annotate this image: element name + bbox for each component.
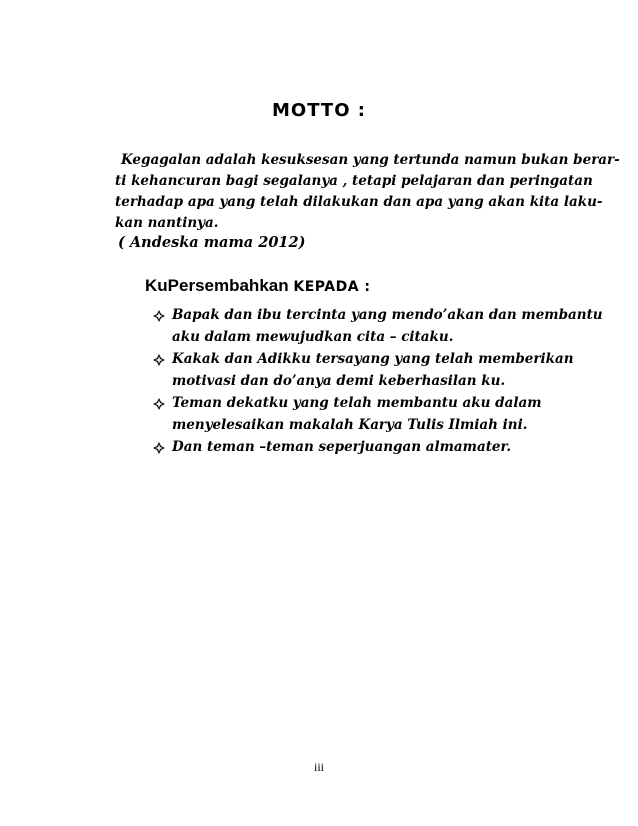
list-item: [150, 348, 574, 392]
dedication-list: [150, 304, 603, 458]
list-item: [150, 392, 570, 436]
dedication-heading-highlight: KEPADA :: [293, 279, 371, 295]
list-item-line: Dan teman –teman seperjuangan almamater.: [172, 439, 512, 455]
diamond-bullet-icon: [153, 442, 165, 454]
list-item: [150, 436, 570, 458]
motto-author: ( Andeska mama 2012): [118, 234, 306, 251]
dedication-heading: [145, 276, 371, 296]
motto-title: MOTTO :: [272, 100, 366, 121]
diamond-bullet-icon: [153, 398, 165, 410]
motto-line: terhadap apa yang telah dilakukan dan apa yang akan kita laku-: [115, 194, 603, 210]
list-item-line: Bapak dan ibu tercinta yang mendo’akan dan membantu: [172, 307, 603, 323]
list-item-line: motivasi dan do’anya demi keberhasilan ku.: [172, 373, 506, 389]
motto-line: Kegagalan adalah kesuksesan yang tertunda namun bukan berar-: [121, 152, 620, 168]
dedication-heading-prefix: KuPersembahkan: [145, 276, 294, 295]
list-item-line: menyelesaikan makalah Karya Tulis Ilmiah ini.: [172, 417, 528, 433]
diamond-bullet-icon: [153, 310, 165, 322]
diamond-bullet-icon: [153, 354, 165, 366]
list-item-line: Teman dekatku yang telah membantu aku dalam: [172, 395, 542, 411]
page-number: iii: [313, 760, 324, 774]
motto-line: kan nantinya.: [115, 215, 219, 231]
list-item: [150, 304, 603, 348]
list-item-line: aku dalam mewujudkan cita – citaku.: [172, 329, 454, 345]
list-item-line: Kakak dan Adikku tersayang yang telah memberikan: [172, 351, 574, 367]
motto-line: ti kehancuran bagi segalanya , tetapi pelajaran dan peringatan: [115, 173, 593, 189]
motto-text: [115, 150, 620, 234]
